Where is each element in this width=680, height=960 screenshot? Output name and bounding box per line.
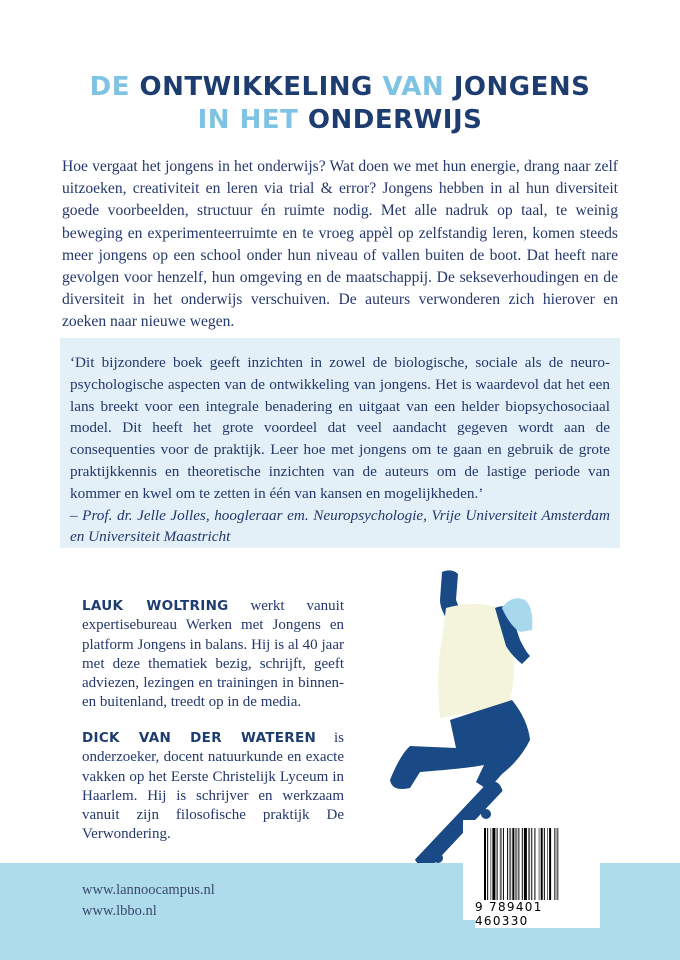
barcode-bar	[484, 828, 486, 900]
website-link[interactable]: www.lannoocampus.nl	[82, 882, 215, 898]
author-bio-1	[82, 597, 344, 713]
author-bio: is onderzoeker, docent natuurkunde en exacte vakken op het Eerste Christelijk Lyceum in Haarlem. Hij is schrijver en werkzaam vanuit zijn filosofische praktijk De Verwondering.	[82, 730, 344, 843]
barcode-bar	[490, 828, 491, 900]
title-line-1	[0, 71, 680, 104]
barcode-bar	[509, 828, 511, 900]
title-line-2	[0, 104, 680, 137]
barcode-bar	[492, 828, 495, 900]
barcode-bar	[503, 828, 504, 900]
barcode-bar	[522, 828, 523, 900]
barcode-bar	[516, 828, 517, 900]
barcode-box	[463, 820, 600, 928]
author-bio-2	[82, 729, 344, 845]
endorsement-box	[60, 338, 620, 548]
barcode-bar	[531, 828, 532, 900]
endorsement	[60, 352, 620, 548]
barcode-bar	[524, 828, 527, 900]
barcode-bar	[541, 828, 543, 900]
barcode-bar	[487, 828, 488, 900]
title-word: VAN	[382, 72, 454, 103]
barcode-bar	[539, 828, 540, 900]
blurb-text: Hoe vergaat het jongens in het onderwijs? Wat doen we met hun energie, drang naar zelf uitzoeken, creativiteit en leren via trial & error? Jongens hebben in al hun diversiteit goede voorbeelden, structuur én ruimte nodig. Met alle nadruk op taal, te weinig beweging en experimenteerruimte en te vroeg appèl op zelfstandig leren, komen steeds meer jongens op een school onder hun niveau of vallen buiten de boot. Dat heeft nare gevolgen voor henzelf, hun omgeving en de maatschappij. De sekseverhoudingen en de diversiteit in het onderwijs verschuiven. De auteurs verwonderen zich hierover en zoeken naar nieuwe wegen.	[62, 158, 618, 331]
barcode-bar	[512, 828, 514, 900]
isbn-number: 9 789401 460330	[475, 900, 600, 928]
title-word: ONDERWIJS	[307, 105, 483, 136]
barcode-bar	[544, 828, 545, 900]
author-bio: werkt vanuit expertisebureau Werken met Jongens en platform Jongens in balans. Hij is al 40 jaar met deze thematiek bezig, schrijft, geeft adviezen, lezingen en trainingen in binnen- en buitenland, treedt op in de media.	[82, 598, 344, 711]
barcode-bar	[518, 828, 520, 900]
title-word: JONGENS	[453, 72, 591, 103]
website-link[interactable]: www.lbbo.nl	[82, 903, 157, 919]
barcode-bar	[549, 828, 551, 900]
author-name: LAUK WOLTRING	[82, 598, 229, 614]
barcode-bar	[554, 828, 555, 900]
endorsement-quote: ‘Dit bijzondere boek geeft inzichten in zowel de biologische, sociale als de neuropsychologische aspecten van de ontwikkeling van jongens. Het is waardevol dat het een lans breekt voor een integrale benadering en uitgaat van een helder biopsychosociaal model. Dit heeft het grote voordeel dat veel aandacht gegeven wordt aan de consequenties voor de praktijk. Leer hoe met jongens om te gaan en gebruik de grote praktijkkennis en theoretische inzichten van de auteurs om de lastige periode van kommer en kwel om te zetten in één van kansen en mogelijkheden.’	[70, 354, 610, 502]
barcode-bar	[497, 828, 498, 900]
barcode-bar	[500, 828, 502, 900]
title-word: DE	[89, 72, 140, 103]
title-word: ONTWIKKELING	[139, 72, 383, 103]
author-name: DICK VAN DER WATEREN	[82, 730, 317, 746]
barcode-bar	[507, 828, 508, 900]
barcode	[484, 828, 584, 900]
barcode-bar	[534, 828, 535, 900]
title-word: IN HET	[197, 105, 308, 136]
barcode-bar	[556, 828, 558, 900]
barcode-bar	[547, 828, 548, 900]
endorsement-attribution: – Prof. dr. Jelle Jolles, hoogleraar em. Neuropsychologie, Vrije Universiteit Amsterdam en Universiteit Maastricht	[70, 506, 610, 546]
book-title	[0, 71, 680, 137]
publisher-links	[82, 880, 215, 922]
barcode-bar	[528, 828, 530, 900]
